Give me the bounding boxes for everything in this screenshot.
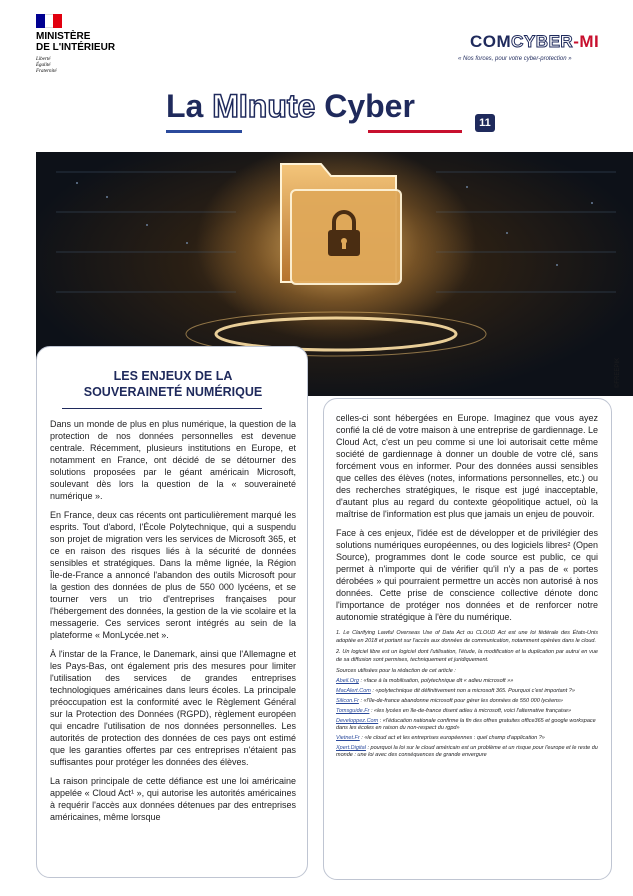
heading-divider — [62, 408, 262, 409]
flag-white — [45, 14, 54, 28]
ministry-line1: MINISTÈRE — [36, 31, 91, 42]
image-credit: ©FREEPIK — [615, 357, 621, 388]
source-link[interactable]: Silicon.Fr — [336, 698, 359, 704]
sources-list — [336, 678, 598, 759]
source-text: : «l'éducation nationale confirme la fin des offres gratuites office365 et google workspace dans les écoles en raison du non-respect du rgpd» — [336, 718, 596, 731]
ministry-name — [36, 31, 115, 53]
article-column-left — [50, 418, 296, 830]
logo-part2: CYBER — [511, 32, 574, 51]
title-word2: MInute — [212, 88, 316, 124]
french-flag — [36, 14, 62, 28]
source-text: : pourquoi la loi sur le cloud américain est un problème et un risque pour l'europe et le reste du monde : une loi avec des conséquences de grande envergure — [336, 745, 598, 758]
paragraph-solutions: Face à ces enjeux, l'idée est de développer et de privilégier des solutions numériques européennes, ou des logiciels libres² (Open Source), programmes dont le code source est public, ce qui permet à n'importe qui de vérifier qu'il n'y a pas de « portes dérobées » qui pourraient permettre un accès non autorisé à nos données. Cette prise de conscience collective dénote donc l'importance de protéger nos données et de renforcer notre autonomie stratégique à l'ère du numérique. — [336, 528, 598, 622]
source-item — [336, 678, 598, 685]
article-heading — [60, 368, 286, 400]
ministry-line2: DE L'INTÉRIEUR — [36, 42, 116, 53]
footnote-2: 2. Un logiciel libre est un logiciel dont l'utilisation, l'étude, la modification et la duplication par autrui en vue de sa diffusion sont permises, techniquement et juridiquement. — [336, 649, 598, 663]
logo-part1: COM — [470, 32, 512, 51]
source-text: : «le cloud act et les entreprises européennes : quel champ d'application ?» — [359, 735, 545, 741]
paragraph-intro: Dans un monde de plus en plus numérique, la question de la protection de nos données personnelles est devenue centrale. Récemment, plusieurs institutions en Europe, et notamment en France, ont décidé de se détourner des solutions proposées par le géant américain Microsoft, soulevant dès lors la question de la « souveraineté numérique ». — [50, 419, 296, 501]
source-link[interactable]: Vietnet.Fr — [336, 735, 360, 741]
source-item — [336, 688, 598, 695]
title-underline-red — [368, 130, 462, 133]
source-item — [336, 745, 598, 759]
footnote-1: 1. Le Clarifying Lawful Overseas Use of Data Act ou CLOUD Act est une loi fédérale des États-Unis adoptée en 2018 et portant sur l'accès aux données de communication, notamment opérées dans le cloud. — [336, 630, 598, 644]
logo-part3: -MI — [573, 32, 600, 51]
republic-motto — [36, 57, 57, 75]
paragraph-cloud-act: La raison principale de cette défiance est une loi américaine appelée « Cloud Act¹ », qui autorise les autorités américaines à requérir l'accès aux données détenues par des entreprises américaines, même lorsque — [50, 776, 296, 822]
issue-number-badge: 11 — [475, 114, 495, 132]
flag-red — [53, 14, 62, 28]
source-item — [336, 735, 598, 742]
title-underline-blue — [166, 130, 242, 133]
page-title — [166, 88, 415, 125]
source-item — [336, 718, 598, 732]
source-text: : «face à la mobilisation, polytechnique dit « adieu microsoft »» — [358, 678, 514, 684]
source-link[interactable]: Developpez.Com — [336, 718, 379, 724]
source-text: : «les lycées en île-de-france disent adieu à microsoft, voici l'alternative française» — [369, 708, 572, 714]
paragraph-france: En France, deux cas récents ont particulièrement marqué les esprits. Tout d'abord, l'École Polytechnique, qui a suspendu son projet de migration vers les services de Microsoft 365, et ce en raison des risques liés à la sécurité de données sensibles et stratégiques. Dans la même lignée, la Région Île-de-France a annoncé l'abandon des outils Microsoft pour la gestion des données de plus de 550 000 lycéens, et se tourner vers un trio d'entreprises françaises pour l'hébergement des données, la gestion de la vie scolaire et la messagerie. Ces services seront intégrés au sein de la plateforme « MonLycée.net ». — [50, 510, 296, 640]
source-item — [336, 698, 598, 705]
heading-line2: SOUVERAINETÉ NUMÉRIQUE — [83, 385, 263, 399]
heading-line1: LES ENJEUX DE LA — [113, 369, 233, 383]
comcyber-logo — [470, 32, 599, 52]
article-column-right — [336, 412, 598, 762]
source-link[interactable]: Xpert.Digital — [336, 745, 366, 751]
source-text: : «polytechnique dit définitivement non a microsoft 365. Pourquoi c'est important ?» — [370, 688, 575, 694]
flag-blue — [36, 14, 45, 28]
source-text: : «l'île-de-france abandonne microsoft pour gérer les données de 550 000 lycéens» — [358, 698, 563, 704]
source-link[interactable]: MacAlert.Com — [336, 688, 371, 694]
comcyber-tagline: « Nos forces, pour votre cyber-protection » — [458, 56, 572, 62]
source-item — [336, 708, 598, 715]
paragraph-europe: À l'instar de la France, le Danemark, ainsi que l'Allemagne et les Pays-Bas, ont également pris des mesures pour limiter l'utilisation des services de grandes entreprises technologiques américaines dans leurs écoles. La principale préoccupation est la conformité avec le Règlement Général sur la Protection des Données (RGPD), règlement européen qui encadre l'utilisation de nos données personnelles. Les autorités de protection des données de ces pays ont estimé que les garanties offertes par ces entreprises n'étaient pas suffisantes pour protéger les données des élèves. — [50, 649, 296, 767]
title-word1: La — [166, 88, 213, 124]
sources-label: Sources utilisées pour la rédaction de cet article : — [336, 668, 456, 674]
motto-liberte: Liberté — [36, 57, 51, 62]
source-link[interactable]: Abeil.Org — [336, 678, 359, 684]
source-link[interactable]: Tomsguide.Fr — [336, 708, 370, 714]
title-word3: Cyber — [315, 88, 415, 124]
motto-egalite: Égalité — [36, 63, 51, 68]
motto-fraternite: Fraternité — [36, 69, 57, 74]
paragraph-analogy: celles-ci sont hébergées en Europe. Imaginez que vous ayez confié la clé de votre maison à une entreprise de gardiennage. Le Cloud Act, c'est un peu comme si une loi autorisait cette même société de gardiennage à donner un double de votre clé, sans forcément vous en informer. Pour des données aussi sensibles que celles des élèves (notes, informations personnelles, etc.) ou des recherches stratégiques, le risque est jugé inacceptable, d'autant plus au regard du contexte géopolitique actuel, où la maîtrise de l'information est plus que jamais un enjeu de pouvoir. — [336, 413, 598, 519]
